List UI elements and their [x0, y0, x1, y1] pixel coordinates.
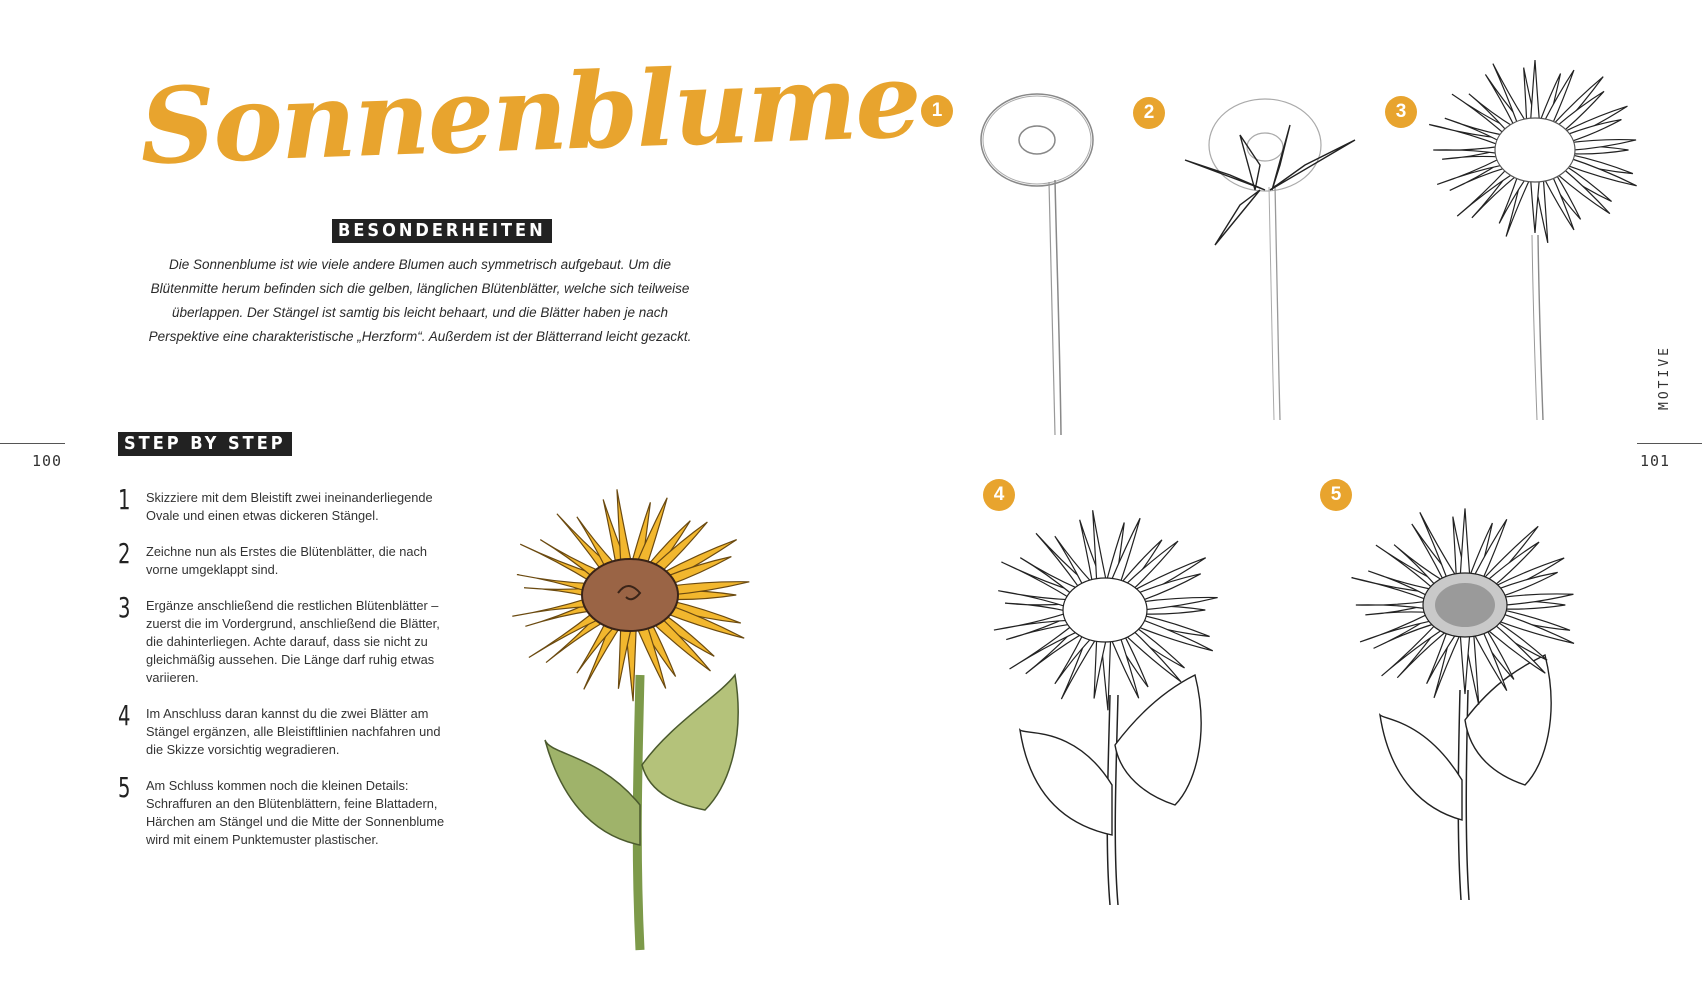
sketch-step-5	[1345, 490, 1605, 910]
step-number: 5	[118, 771, 131, 804]
step-badge-3: 3	[1385, 96, 1417, 128]
step-text: Zeichne nun als Erstes die Blütenblätter, die nach vorne umgeklappt sind.	[146, 544, 427, 577]
step-text: Skizziere mit dem Bleistift zwei ineinanderliegende Ovale und einen etwas dickeren Stängel.	[146, 490, 433, 523]
step-badge-2: 2	[1133, 97, 1165, 129]
features-label: BESONDERHEITEN	[332, 219, 552, 243]
petal	[512, 598, 592, 617]
page-title: Sonnenblume	[138, 38, 922, 189]
step-1	[118, 483, 458, 525]
step-3	[118, 591, 458, 687]
colored-sunflower-illustration	[490, 465, 780, 955]
petal	[557, 514, 610, 571]
step-text: Im Anschluss daran kannst du die zwei Blätter am Stängel ergänzen, alle Bleistiftlinien nachfahren und die Skizze vorsichtig wegradieren.	[146, 706, 441, 757]
sketch-step-2	[1180, 95, 1360, 425]
step-number: 4	[118, 699, 131, 732]
sketch-step-4	[975, 495, 1235, 915]
section-label-motive: MOTIVE	[1656, 345, 1672, 410]
step-4	[118, 699, 458, 759]
petal	[994, 612, 1071, 630]
step-number: 1	[118, 483, 131, 516]
petal	[1531, 60, 1540, 121]
features-text: Die Sonnenblume ist wie viele andere Blumen auch symmetrisch aufgebaut. Um die Blütenmitte herum befinden sich die gelben, länglichen Blütenblätter, welche sich teilweise überlappen. Der Stängel ist samtig bis leicht behaart, und die Blätter haben je nach Perspektive eine charakteristische „Herzform“. Außerdem ist der Blätterrand leicht gezackt.	[148, 257, 692, 344]
step-5	[118, 771, 458, 849]
sketch-step-3	[1425, 45, 1665, 425]
steps-label: STEP BY STEP	[118, 432, 292, 456]
page-number-right: 101	[1640, 452, 1671, 470]
petal	[1460, 508, 1469, 574]
petal	[1531, 179, 1540, 233]
step-number: 2	[118, 537, 131, 570]
petal	[546, 615, 605, 663]
petal	[1433, 146, 1501, 153]
step-badge-4: 4	[983, 479, 1015, 511]
petal	[1460, 635, 1469, 694]
sketch-step-1	[975, 90, 1115, 440]
step-text: Ergänze anschließend die restlichen Blütenblätter – zuerst die im Vordergrund, anschließend die Blätter, die dahinterliegen. Achte darauf, dass sie nicht zu gleichmäßig aussehen. Die Länge darf ruhig etwas variieren.	[146, 598, 440, 685]
step-text: Am Schluss kommen noch die kleinen Details: Schraffuren an den Blütenblättern, feine Blattadern, Härchen am Stängel und die Mitte der Sonnenblume wird mit einem Punktemuster plastischer.	[146, 778, 445, 847]
page-rule-left	[0, 443, 65, 444]
step-badge-1: 1	[921, 95, 953, 127]
step-badge-5: 5	[1320, 479, 1352, 511]
step-2	[118, 537, 458, 579]
page-rule-right	[1637, 443, 1702, 444]
page-number-left: 100	[32, 452, 63, 470]
petal	[1020, 558, 1079, 596]
step-number: 3	[118, 591, 131, 624]
petal	[1356, 601, 1429, 609]
